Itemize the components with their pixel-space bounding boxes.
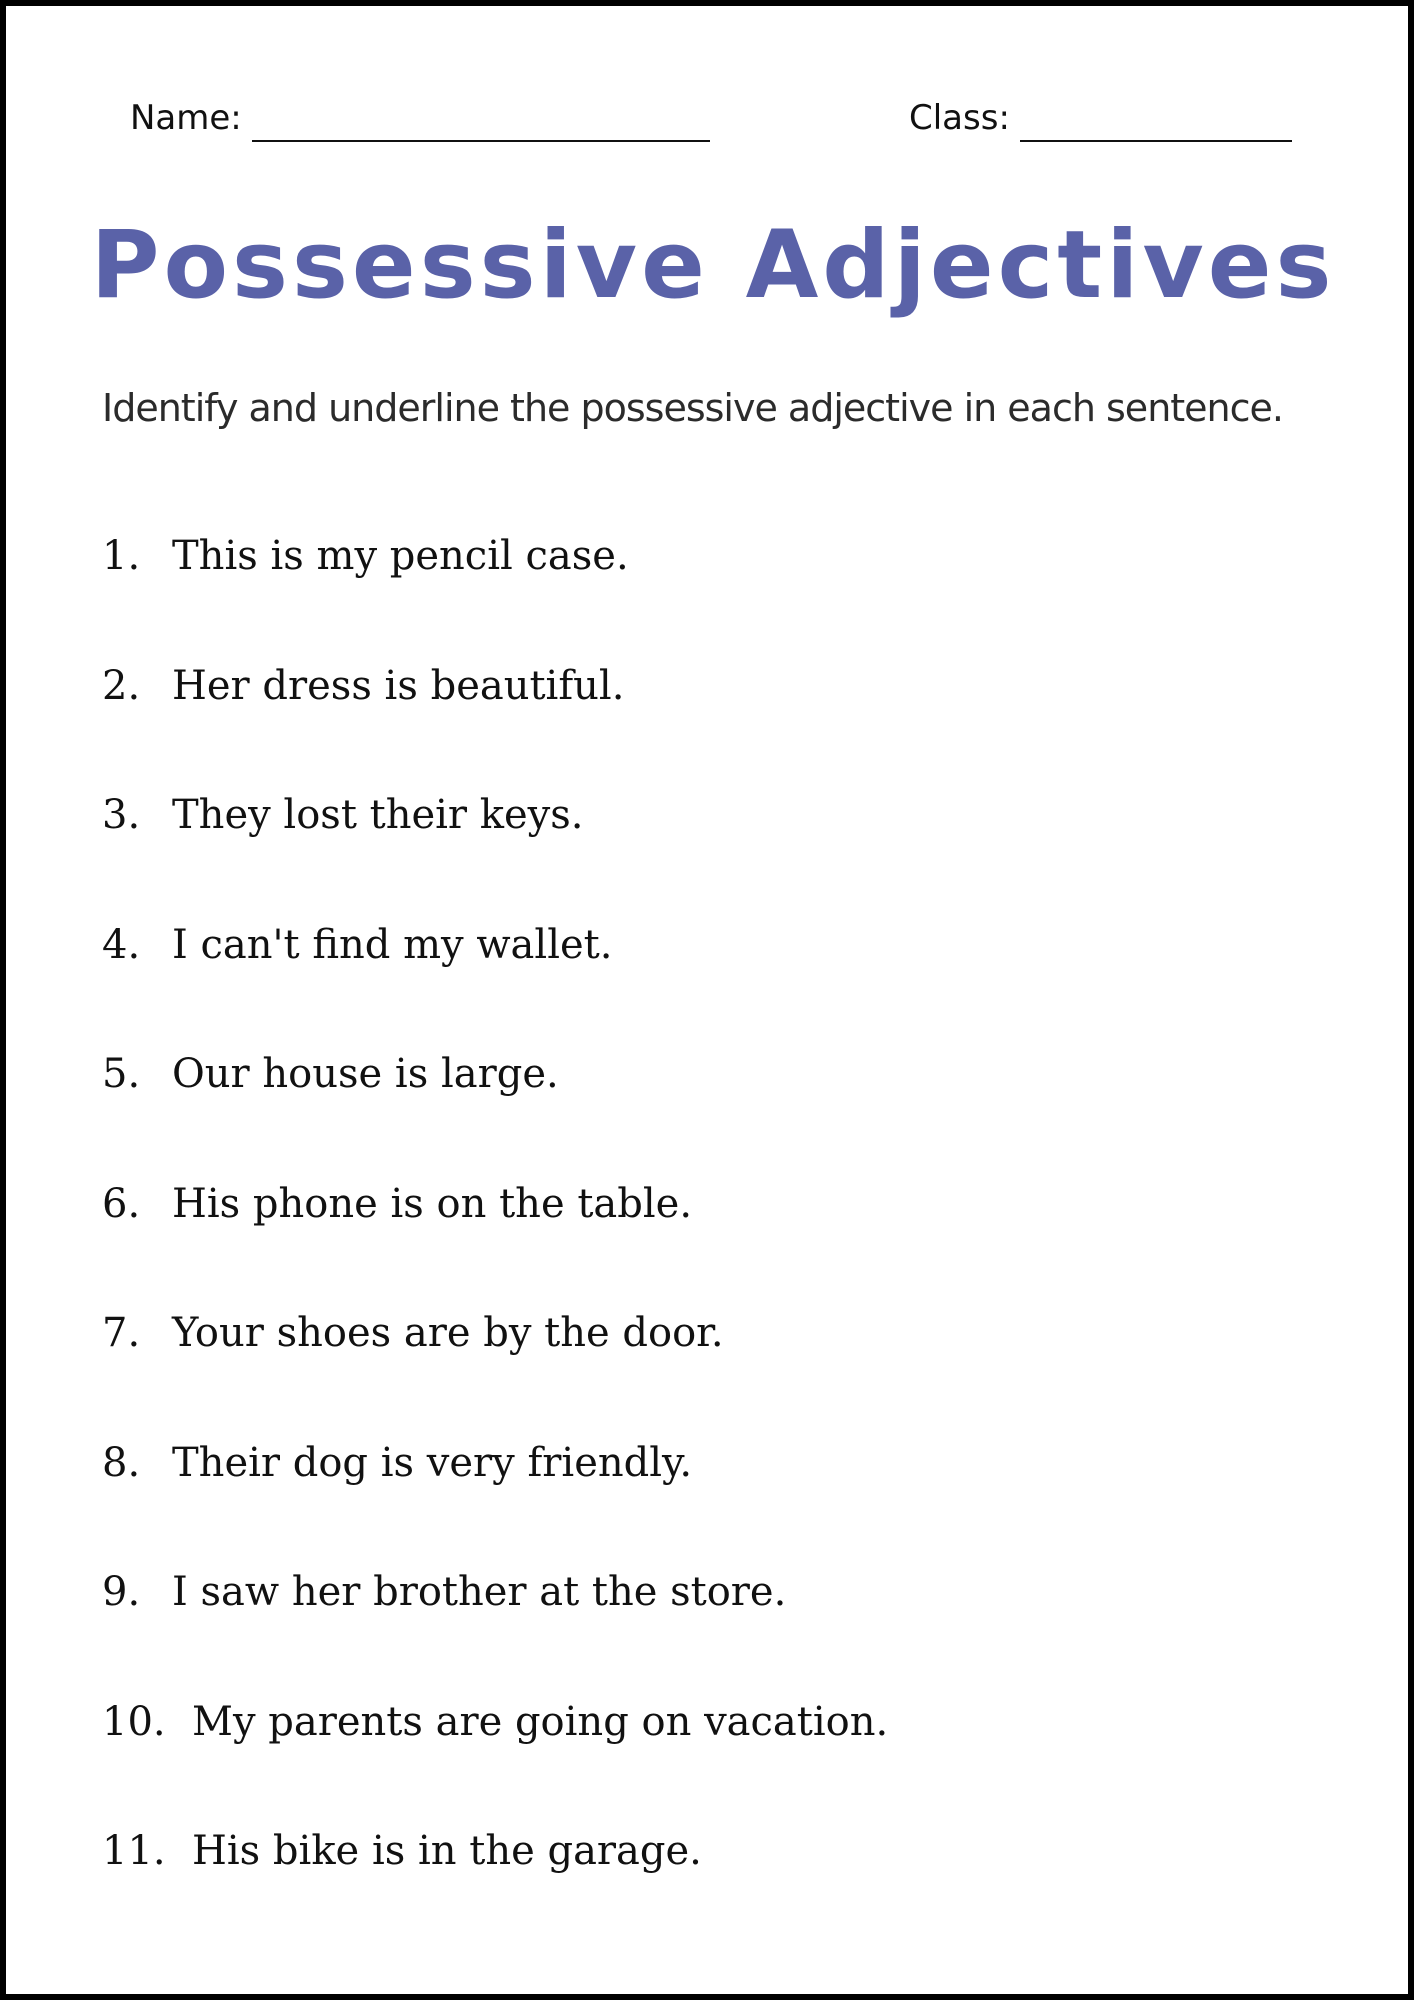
instructions: Identify and underline the possessive adjective in each sentence. bbox=[102, 386, 1283, 430]
question-text: His phone is on the table. bbox=[172, 1180, 693, 1227]
question-number: 3. bbox=[102, 792, 141, 838]
question-number: 8. bbox=[102, 1439, 141, 1486]
worksheet-title: Possessive Adjectives bbox=[90, 211, 1336, 320]
question-item bbox=[102, 915, 888, 1045]
class-field bbox=[909, 96, 1292, 146]
question-item bbox=[102, 785, 888, 915]
question-item bbox=[102, 1821, 888, 1951]
name-field bbox=[130, 96, 710, 146]
question-item bbox=[102, 526, 888, 656]
class-blank-line[interactable] bbox=[1020, 96, 1292, 142]
question-number: 4. bbox=[102, 921, 141, 968]
class-label: Class: bbox=[909, 98, 1010, 138]
question-list bbox=[102, 526, 888, 1951]
question-text: This is my pencil case. bbox=[172, 533, 629, 579]
question-number: 10. bbox=[102, 1698, 166, 1745]
question-text: His bike is in the garage. bbox=[192, 1828, 702, 1874]
question-number: 6. bbox=[102, 1180, 141, 1227]
question-text: They lost their keys. bbox=[172, 792, 584, 838]
question-text: My parents are going on vacation. bbox=[192, 1698, 889, 1745]
question-text: I can't find my wallet. bbox=[172, 921, 613, 968]
question-text: Your shoes are by the door. bbox=[172, 1310, 724, 1356]
question-item bbox=[102, 1433, 888, 1563]
question-number: 11. bbox=[102, 1828, 166, 1874]
question-item bbox=[102, 1174, 888, 1304]
question-number: 7. bbox=[102, 1310, 141, 1356]
question-number: 2. bbox=[102, 662, 141, 709]
question-text: I saw her brother at the store. bbox=[172, 1569, 787, 1615]
name-blank-line[interactable] bbox=[252, 96, 710, 142]
question-text: Their dog is very friendly. bbox=[172, 1439, 693, 1486]
question-item bbox=[102, 1562, 888, 1692]
question-item bbox=[102, 1303, 888, 1433]
name-label: Name: bbox=[130, 98, 242, 138]
question-number: 9. bbox=[102, 1569, 141, 1615]
question-item bbox=[102, 1044, 888, 1174]
question-number: 1. bbox=[102, 533, 141, 579]
question-item bbox=[102, 1692, 888, 1822]
question-number: 5. bbox=[102, 1051, 141, 1097]
question-item bbox=[102, 656, 888, 786]
question-text: Our house is large. bbox=[172, 1051, 559, 1097]
question-text: Her dress is beautiful. bbox=[172, 662, 625, 709]
